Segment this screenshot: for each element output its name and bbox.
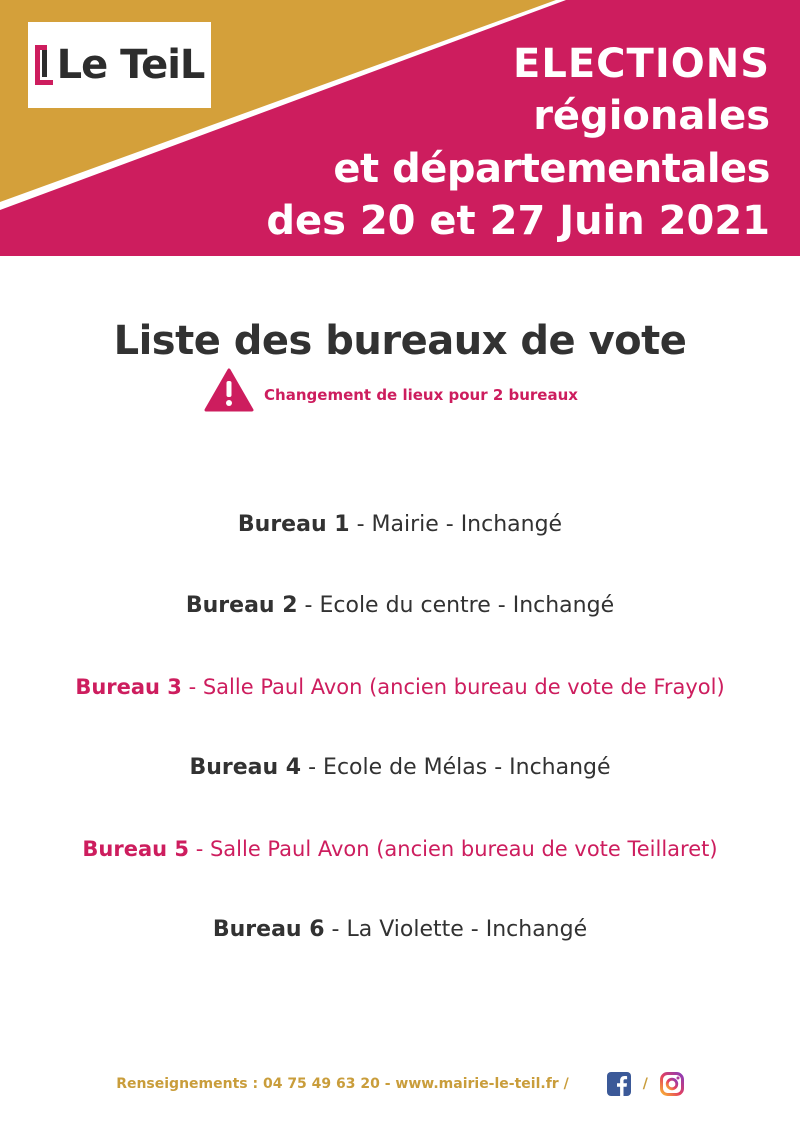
bureau-name: Bureau 2: [185, 593, 298, 618]
bureau-detail: - Salle Paul Avon (ancien bureau de vote Teillaret): [189, 837, 718, 861]
bureau-detail: - Mairie - Inchangé: [349, 512, 563, 537]
banner-heading: [266, 41, 770, 244]
banner-line-elections: ELECTIONS: [513, 41, 770, 87]
bureau-detail: - Ecole du centre - Inchangé: [297, 593, 615, 618]
footer-contact-text: Renseignements : 04 75 49 63 20 - www.mairie-le-teil.fr /: [116, 1076, 569, 1092]
footer: [0, 1072, 800, 1096]
banner-line-dates: des 20 et 27 Juin 2021: [266, 198, 770, 244]
bureau-name: Bureau 4: [189, 755, 302, 780]
bureau-name: Bureau 5: [82, 837, 190, 861]
bureau-detail: - La Violette - Inchangé: [324, 917, 588, 942]
bureau-name: Bureau 6: [212, 917, 325, 942]
bureau-item: [0, 508, 800, 589]
logo-mark: [35, 42, 205, 88]
bureau-name: Bureau 3: [75, 675, 182, 699]
logo-text: Le TeiL: [56, 42, 205, 88]
warning-icon: [204, 368, 254, 412]
change-notice: [0, 368, 800, 412]
page-title: Liste des bureaux de vote: [113, 318, 687, 364]
bureau-item: [0, 670, 800, 751]
bureau-detail: - Salle Paul Avon (ancien bureau de vote de Frayol): [181, 675, 725, 699]
bureau-detail: - Ecole de Mélas - Inchangé: [301, 755, 611, 780]
footer-separator: /: [642, 1076, 648, 1092]
banner-line-regionales: régionales: [533, 93, 770, 139]
bureau-name: Bureau 1: [237, 512, 350, 537]
le-teil-logo[interactable]: [28, 22, 211, 108]
logo-symbol-icon: [35, 45, 53, 85]
notice-text: Changement de lieux pour 2 bureaux: [264, 386, 578, 404]
bureau-item: [0, 751, 800, 832]
instagram-icon[interactable]: [660, 1072, 684, 1096]
bureau-list: [0, 508, 800, 994]
bureau-item: [0, 832, 800, 913]
banner-line-departementales: et départementales: [333, 146, 770, 192]
facebook-icon[interactable]: [607, 1072, 631, 1096]
bureau-item: [0, 589, 800, 670]
bureau-item: [0, 913, 800, 994]
